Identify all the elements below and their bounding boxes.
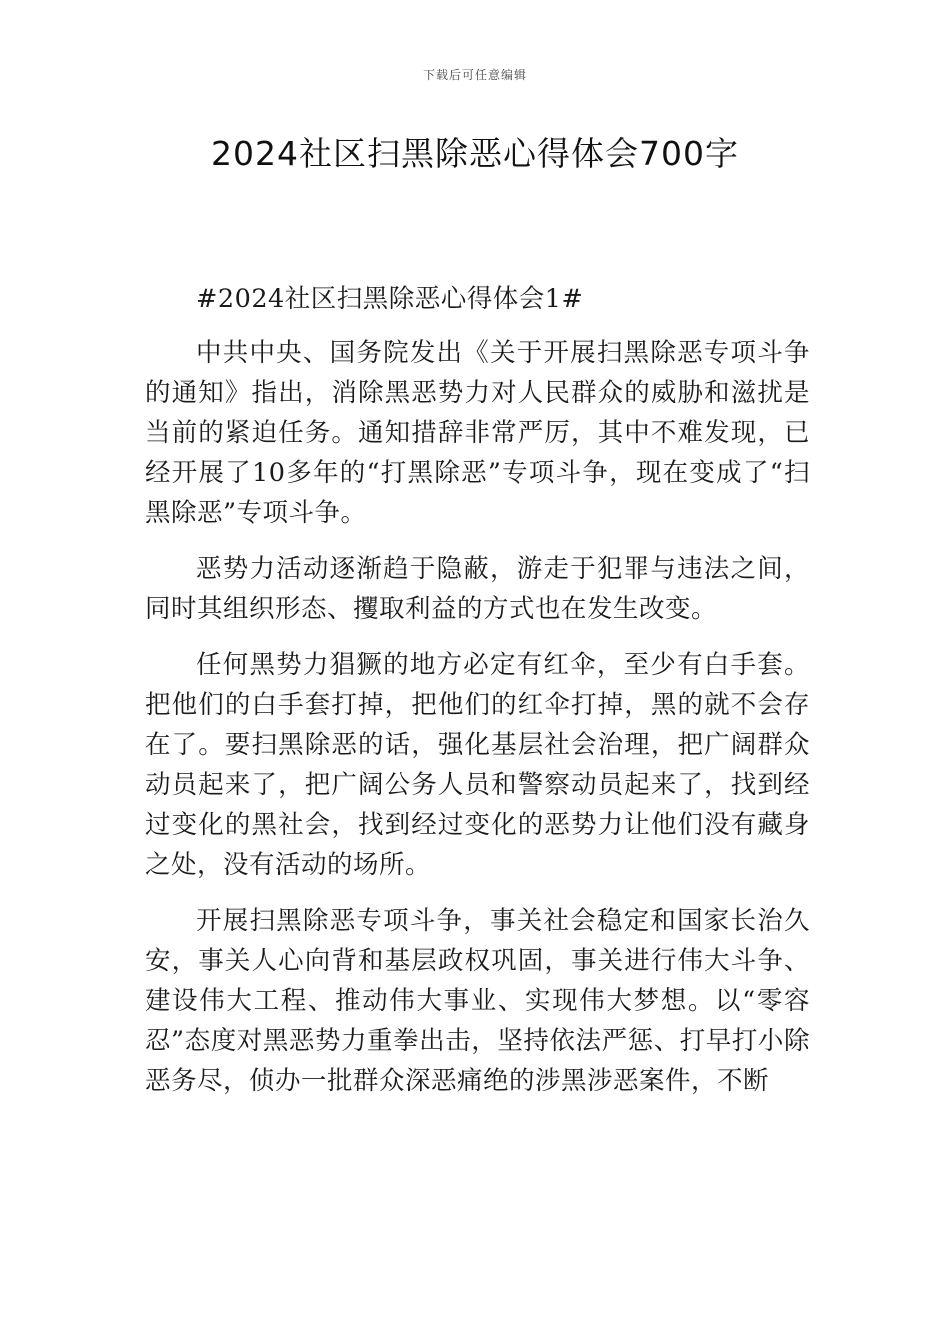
paragraph-4: 开展扫黑除恶专项斗争，事关社会稳定和国家长治久安，事关人心向背和基层政权巩固，事关进行伟大斗争、建设伟大工程、推动伟大事业、实现伟大梦想。以“零容忍”态度对黑恶势力重拳出击，坚持依法严惩、打早打小除恶务尽，侦办一批群众深恶痛绝的涉黑涉恶案件，不断 [145, 906, 810, 1096]
paragraph-3: 任何黑势力猖獗的地方必定有红伞，至少有白手套。把他们的白手套打掉，把他们的红伞打掉，黑的就不会存在了。要扫黑除恶的话，强化基层社会治理，把广阔群众动员起来了，把广阔公务人员和警察动员起来了，找到经过变化的黑社会，找到经过变化的恶势力让他们没有藏身之处，没有活动的场所。 [145, 650, 810, 880]
paragraph-1: 中共中央、国务院发出《关于开展扫黑除恶专项斗争的通知》指出，消除黑恶势力对人民群众的威胁和滋扰是当前的紧迫任务。通知措辞非常严厉，其中不难发现，已经开展了10多年的“打黑除恶”专项斗争，现在变成了“扫黑除恶”专项斗争。 [145, 338, 810, 528]
document-body [145, 279, 810, 1117]
document-title: 2024社区扫黑除恶心得体会700字 [211, 134, 739, 173]
section-heading: #2024社区扫黑除恶心得体会1# [196, 284, 584, 314]
paragraph-2: 恶势力活动逐渐趋于隐蔽，游走于犯罪与违法之间，同时其组织形态、攫取利益的方式也在发生改变。 [145, 554, 810, 624]
header-note: 下载后可任意编辑 [422, 68, 527, 82]
